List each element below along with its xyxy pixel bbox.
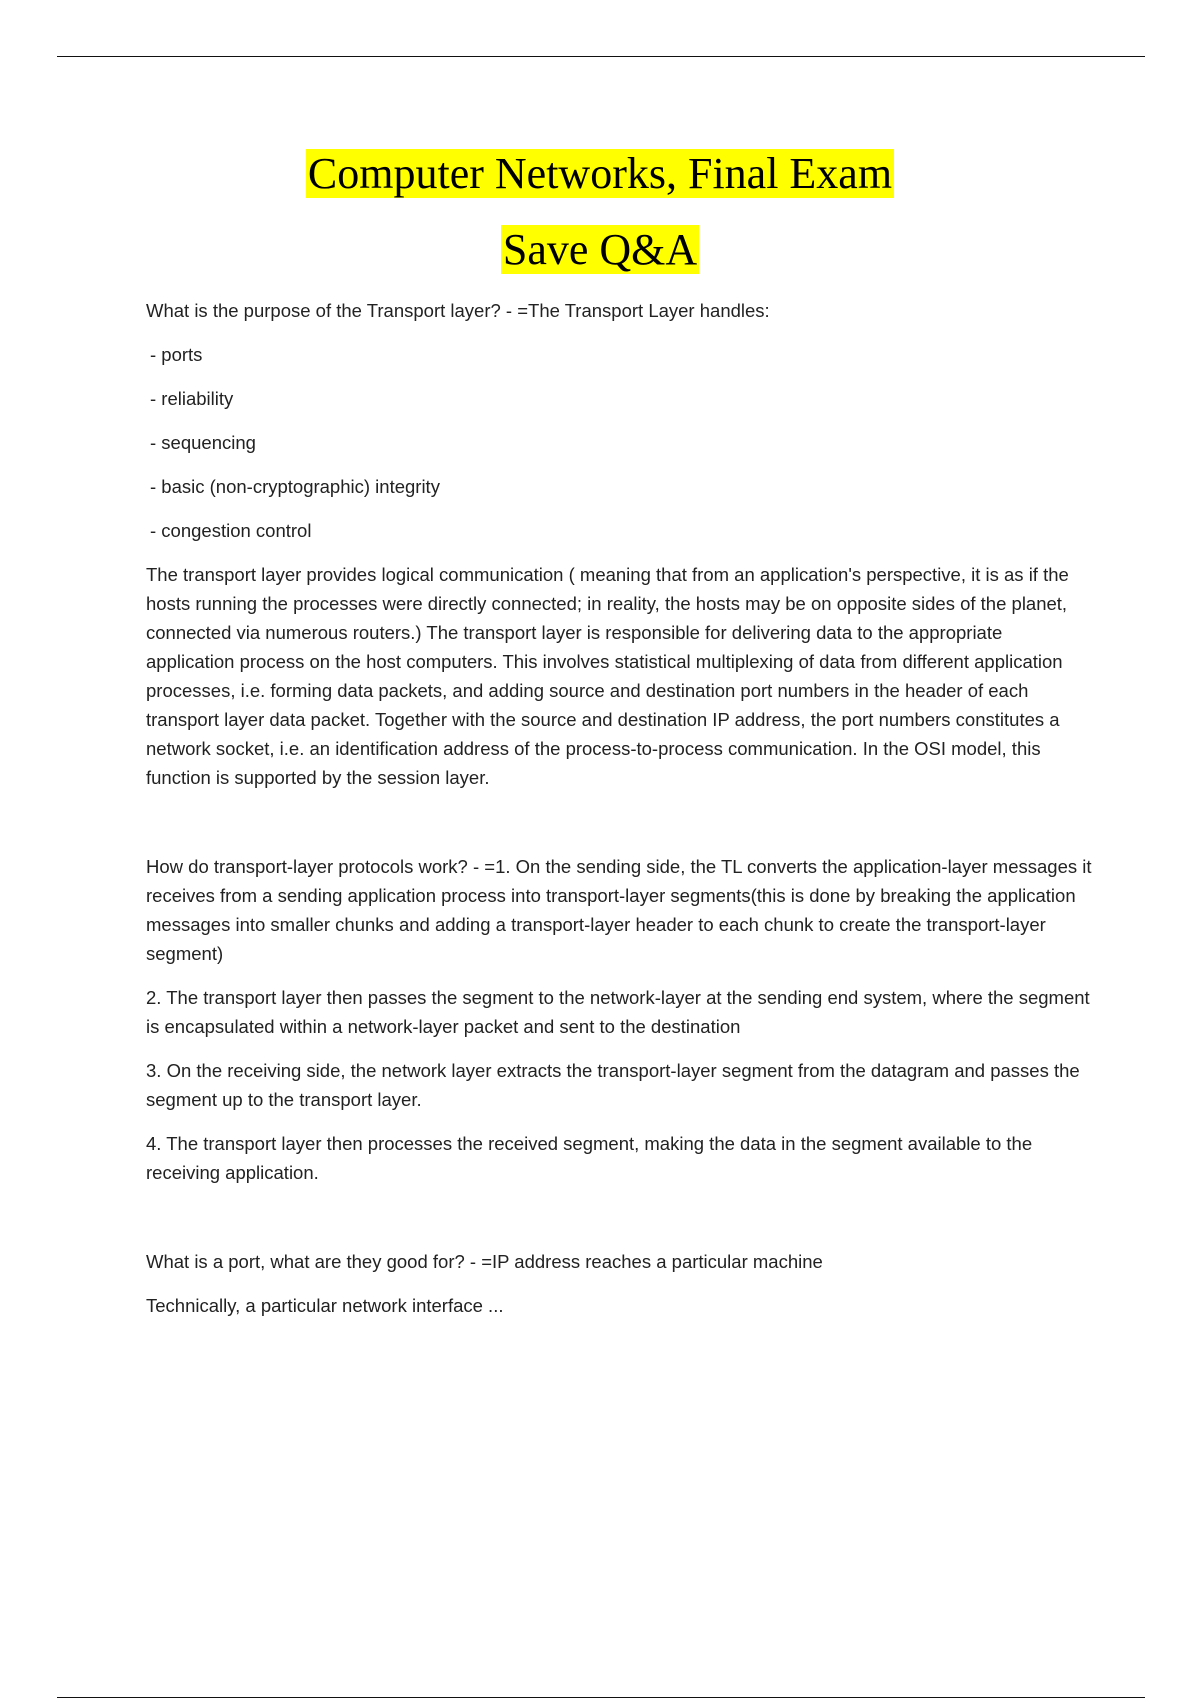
q2-step-3: 3. On the receiving side, the network layer extracts the transport-layer segment from the datagram and passes the segment up to the transport layer.: [146, 1060, 1080, 1110]
q1-item: - basic (non-cryptographic) integrity: [150, 476, 440, 497]
q1-intro: What is the purpose of the Transport layer? - =The Transport Layer handles:: [146, 300, 770, 321]
title-line-1: Computer Networks, Final Exam: [307, 149, 893, 198]
q2-step-1: How do transport-layer protocols work? - =1. On the sending side, the TL converts the application-layer messages it receives from a sending application process into transport-layer segments(this is done by breaking the application messages into smaller chunks and adding a transport-layer header to each chunk to create the transport-layer segment): [146, 856, 1092, 964]
section-gap: [146, 807, 1092, 852]
title-line-2: Save Q&A: [502, 225, 698, 274]
q1-paragraph: The transport layer provides logical communication ( meaning that from an application's perspective, it is as if the hosts running the processes were directly connected; in reality, the hosts may be on opposite sides of the planet, connected via numerous routers.) The transport layer is responsible for delivering data to the appropriate application process on the host computers. This involves statistical multiplexing of data from different application processes, i.e. forming data packets, and adding source and destination port numbers in the header of each transport layer data packet. Together with the source and destination IP address, the port numbers constitutes a network socket, i.e. an identification address of the process-to-process communication. In the OSI model, this function is supported by the session layer.: [146, 564, 1069, 788]
document-title: [0, 146, 1200, 202]
document-body: [146, 296, 1092, 1335]
q1-item: - congestion control: [150, 520, 312, 541]
q1-item: - reliability: [150, 388, 234, 409]
bottom-rule: [57, 1697, 1145, 1698]
top-rule: [57, 56, 1145, 57]
q3-line-2: Technically, a particular network interface ...: [146, 1295, 504, 1316]
section-gap: [146, 1202, 1092, 1247]
q2-step-2: 2. The transport layer then passes the segment to the network-layer at the sending end system, where the segment is encapsulated within a network-layer packet and sent to the destination: [146, 987, 1090, 1037]
document-subtitle: [0, 222, 1200, 278]
q2-step-4: 4. The transport layer then processes the received segment, making the data in the segment available to the receiving application.: [146, 1133, 1033, 1183]
q1-item: - sequencing: [150, 432, 256, 453]
q1-item: - ports: [150, 344, 203, 365]
q3-intro: What is a port, what are they good for? - =IP address reaches a particular machine: [146, 1251, 823, 1272]
